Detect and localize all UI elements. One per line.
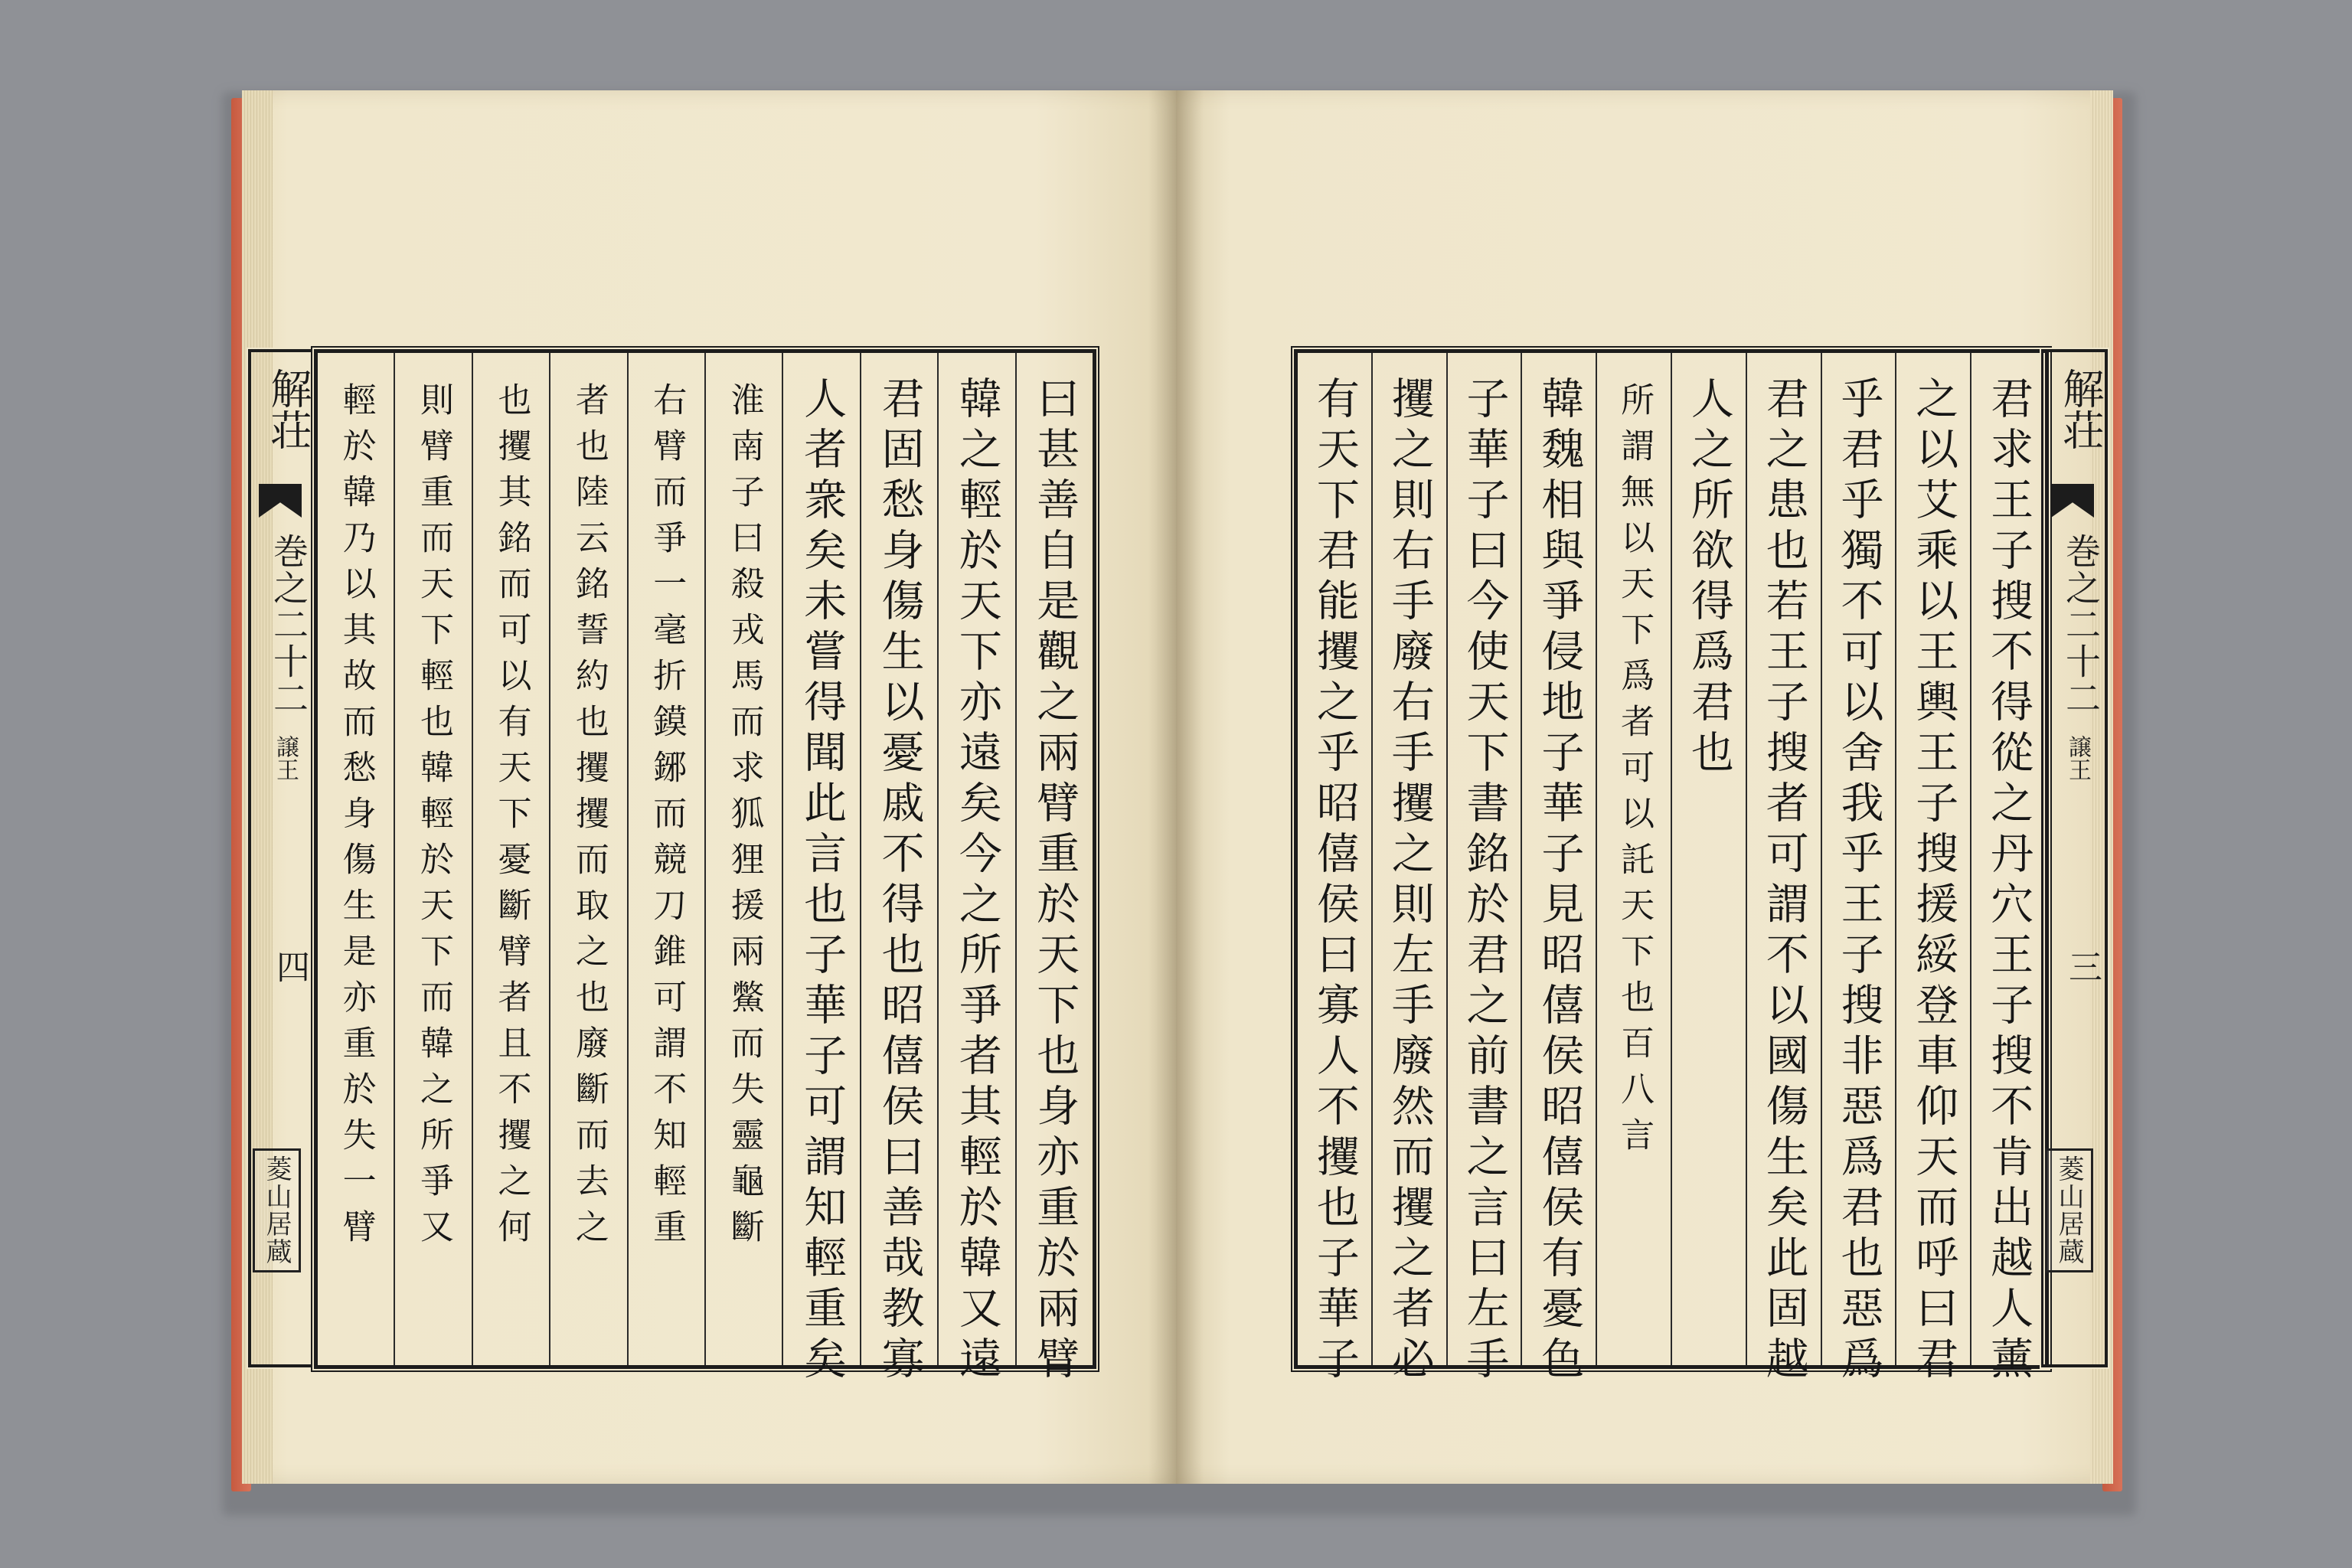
column-text: 之以艾乘以王輿王子搜援綏登車仰天而呼曰君	[1909, 376, 1959, 1387]
column-text: 者也陸云銘誓約也攫攫而取之也廢斷而去之	[569, 382, 609, 1255]
right-margin-publisher-mark: 菱山居蔵	[2045, 1148, 2093, 1272]
right-column-8	[1446, 353, 1521, 1387]
left-column-10	[318, 353, 394, 1365]
right-text-frame	[1294, 349, 2049, 1387]
column-text: 右臂而爭一毫折鏌鋣而競刀錐可謂不知輕重	[647, 382, 687, 1255]
right-column-5	[1671, 353, 1746, 1365]
right-column-1	[1970, 353, 2045, 1387]
column-text: 曰甚善自是觀之兩臂重於天下也身亦重於兩臂	[1030, 376, 1080, 1387]
column-text: 君之患也若王子搜者可謂不以國傷生矣此固越	[1759, 376, 1809, 1387]
right-margin-page-number: 三	[2063, 949, 2102, 983]
column-text: 則臂重而天下輕也韓輕於天下而韓之所爭又	[414, 382, 454, 1255]
left-margin-publisher-mark: 菱山居蔵	[253, 1148, 301, 1272]
left-column-1	[1015, 353, 1093, 1387]
right-margin-title: 解荘	[2056, 368, 2105, 450]
left-column-7	[549, 353, 626, 1365]
column-text: 韓魏相與爭侵地子華子見昭僖侯昭僖侯有憂色	[1534, 376, 1585, 1387]
right-margin-chapter: 譲王	[2064, 735, 2091, 781]
right-column-10	[1298, 353, 1371, 1387]
book-gutter	[1148, 90, 1204, 1484]
column-text: 人者衆矣未嘗得聞此言也子華子可謂知輕重矣	[797, 376, 848, 1387]
column-text: 攫之則右手廢右手攫之則左手廢然而攫之者必	[1384, 376, 1435, 1387]
column-text: 輕於韓乃以其故而愁身傷生是亦重於失一臂	[336, 382, 376, 1255]
column-text: 乎君乎獨不可以舍我乎王子搜非惡爲君也惡爲	[1834, 376, 1884, 1387]
column-text: 韓之輕於天下亦遠矣今之所爭者其輕於韓又遠	[952, 376, 1002, 1387]
left-column-8	[472, 353, 549, 1365]
left-column-4	[782, 353, 859, 1387]
left-column-2	[937, 353, 1014, 1387]
right-columns	[1298, 353, 2045, 1387]
left-fish-tail-mark	[259, 484, 302, 518]
right-page-margin	[2041, 349, 2108, 1367]
left-margin-volume: 巻之二十二	[268, 533, 309, 717]
left-column-5	[704, 353, 782, 1365]
left-margin-title: 解荘	[264, 368, 312, 450]
left-margin-chapter: 譲王	[272, 735, 299, 781]
left-text-frame	[314, 349, 1096, 1387]
left-page-margin	[248, 349, 316, 1367]
right-column-4	[1746, 353, 1821, 1387]
left-margin-page-number: 四	[270, 949, 309, 983]
right-column-9	[1371, 353, 1446, 1387]
right-column-7	[1521, 353, 1596, 1387]
left-column-6	[627, 353, 704, 1365]
column-text: 也攫其銘而可以有天下憂斷臂者且不攫之何	[492, 382, 531, 1255]
column-text: 君求王子搜不得從之丹穴王子搜不肯出越人薰	[1984, 376, 2034, 1387]
left-columns	[318, 353, 1093, 1387]
left-column-3	[860, 353, 937, 1387]
left-column-9	[394, 353, 471, 1365]
right-column-6	[1596, 353, 1671, 1365]
right-margin-volume: 巻之二十二	[2060, 533, 2102, 717]
column-text: 子華子曰今使天下書銘於君之前書之言曰左手	[1459, 376, 1510, 1387]
right-column-2	[1895, 353, 1970, 1387]
column-text: 君固愁身傷生以憂戚不得也昭僖侯曰善哉教寡	[874, 376, 925, 1387]
column-text: 所謂無以天下爲者可以託天下也百八言	[1615, 382, 1655, 1163]
column-text: 淮南子曰殺戎馬而求狐狸援兩鱉而失靈龜斷	[724, 382, 764, 1255]
right-fish-tail-mark	[2051, 484, 2094, 518]
right-column-3	[1821, 353, 1896, 1387]
column-text: 有天下君能攫之乎昭僖侯曰寡人不攫也子華子	[1309, 376, 1360, 1387]
column-text: 人之所欲得爲君也	[1684, 376, 1734, 780]
